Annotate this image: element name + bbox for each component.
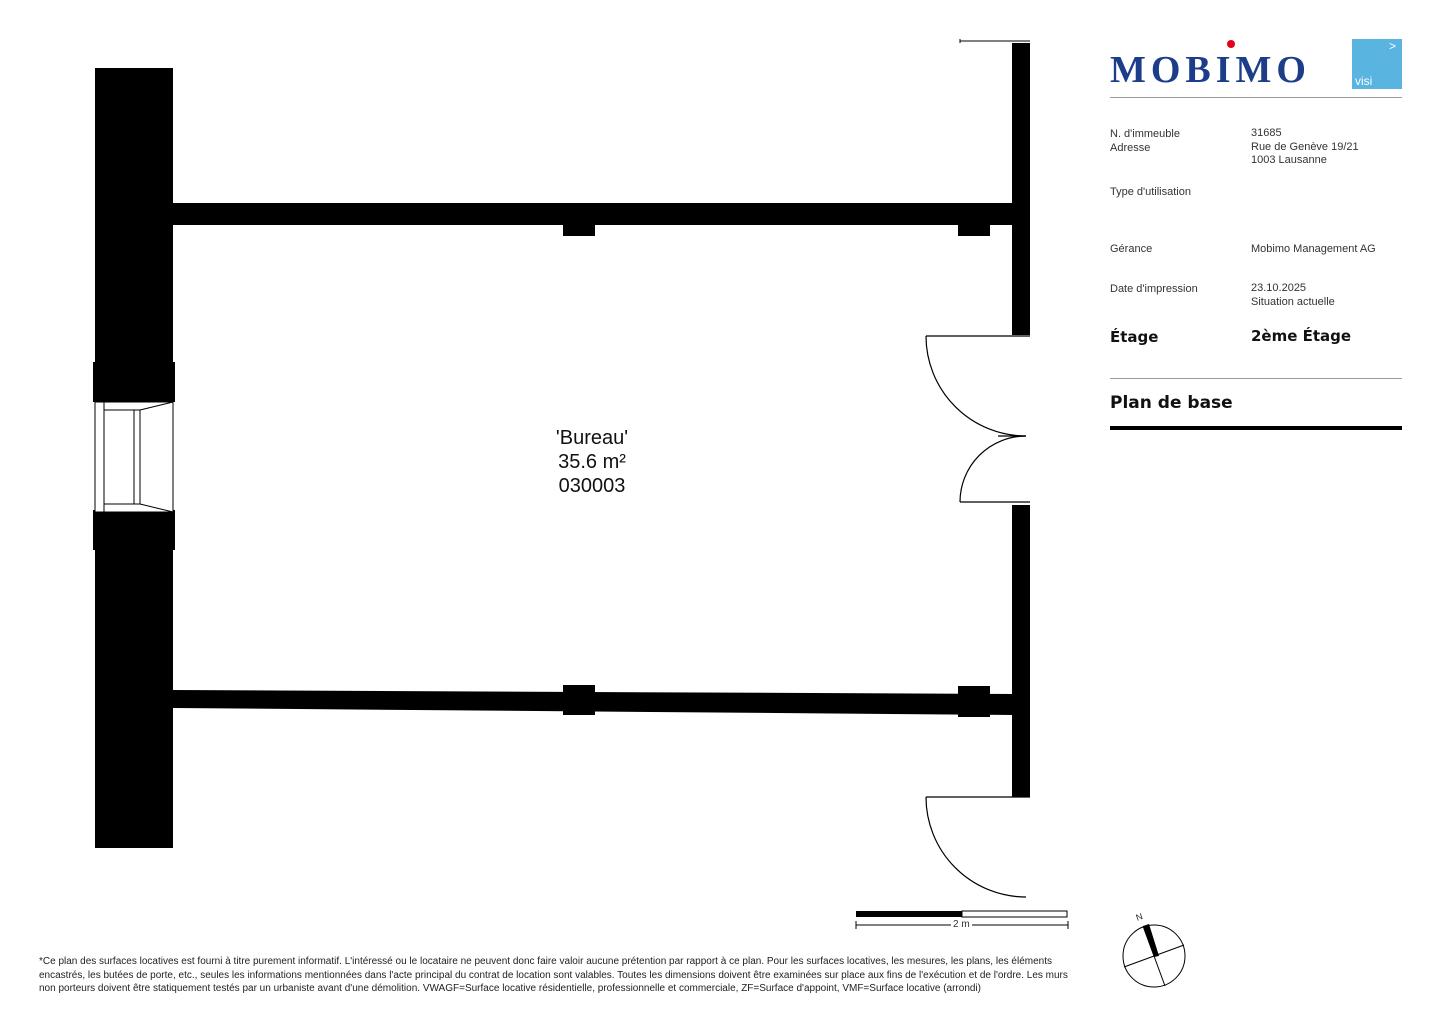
north-arrow-icon	[1118, 920, 1190, 992]
right-wall-top	[1012, 43, 1030, 335]
top-pillar-1	[563, 222, 595, 236]
floor-label: Étage	[1110, 328, 1159, 346]
room-name: 'Bureau'	[555, 427, 629, 449]
bottom-pillar-1	[563, 685, 595, 715]
management-label: Gérance	[1110, 243, 1153, 255]
address-line1: Rue de Genève 19/21	[1251, 141, 1359, 153]
plan-title: Plan de base	[1110, 393, 1233, 413]
bottom-pillar-2	[958, 686, 990, 717]
floor-value: 2ème Étage	[1251, 327, 1352, 345]
visi-text: visi	[1355, 74, 1373, 88]
logo-dot-icon	[1227, 40, 1235, 48]
usage-label: Type d'utilisation	[1110, 186, 1191, 198]
room-area: 35.6 m²	[558, 451, 626, 473]
window-jamb-upper	[93, 362, 175, 402]
print-date-label: Date d'impression	[1110, 283, 1198, 295]
title-underline	[1110, 426, 1402, 430]
header-divider	[1110, 97, 1402, 98]
top-wall	[173, 203, 1018, 225]
disclaimer-text: *Ce plan des surfaces locatives est fourni à titre purement informatif. L'intéressé ou le locataire ne peuvent donc faire valoir aucune prétention par rapport à ce plan. Pour les surfaces locatives, les mesures, les plans, les éléments encastrés, les butées de porte, etc., seules les informations mentionnées dans l'acte principal du contrat de location sont valables. Toutes les dimensions doivent être examinées sur place aux fins de l'exécution et de l'ordre. Les murs non porteurs doivent être statiquement testés par un urbaniste avant d'une démolition. VWAGF=Surface locative résidentielle, professionnelle et commerciale, ZF=Surface d'appoint, VMF=Surface locative (arrondi)	[39, 956, 1068, 994]
mobimo-logo: MOBIMO	[1110, 49, 1311, 91]
situation-text: Situation actuelle	[1251, 296, 1335, 308]
room-number: 030003	[558, 475, 626, 497]
north-label: N	[1134, 911, 1145, 923]
window	[95, 402, 173, 512]
left-wall-lower	[95, 512, 173, 848]
building-value: 31685	[1251, 127, 1282, 139]
scale-label: 2 m	[953, 919, 970, 930]
info-divider	[1110, 378, 1402, 379]
management-value: Mobimo Management AG	[1251, 243, 1376, 255]
visi-arrow-icon: >	[1388, 39, 1396, 53]
top-pillar-2	[958, 222, 990, 236]
print-date-value: 23.10.2025	[1251, 282, 1307, 294]
double-door	[926, 336, 1030, 502]
left-wall-upper	[95, 68, 173, 364]
address-label: Adresse	[1110, 142, 1151, 154]
address-line2: 1003 Lausanne	[1251, 154, 1327, 166]
room-label	[492, 426, 692, 498]
right-wall-middle	[1012, 505, 1030, 797]
window-jamb-lower	[93, 510, 175, 550]
visi-logo	[1352, 39, 1402, 89]
lower-door	[926, 797, 1030, 897]
building-label: N. d'immeuble	[1110, 128, 1180, 140]
